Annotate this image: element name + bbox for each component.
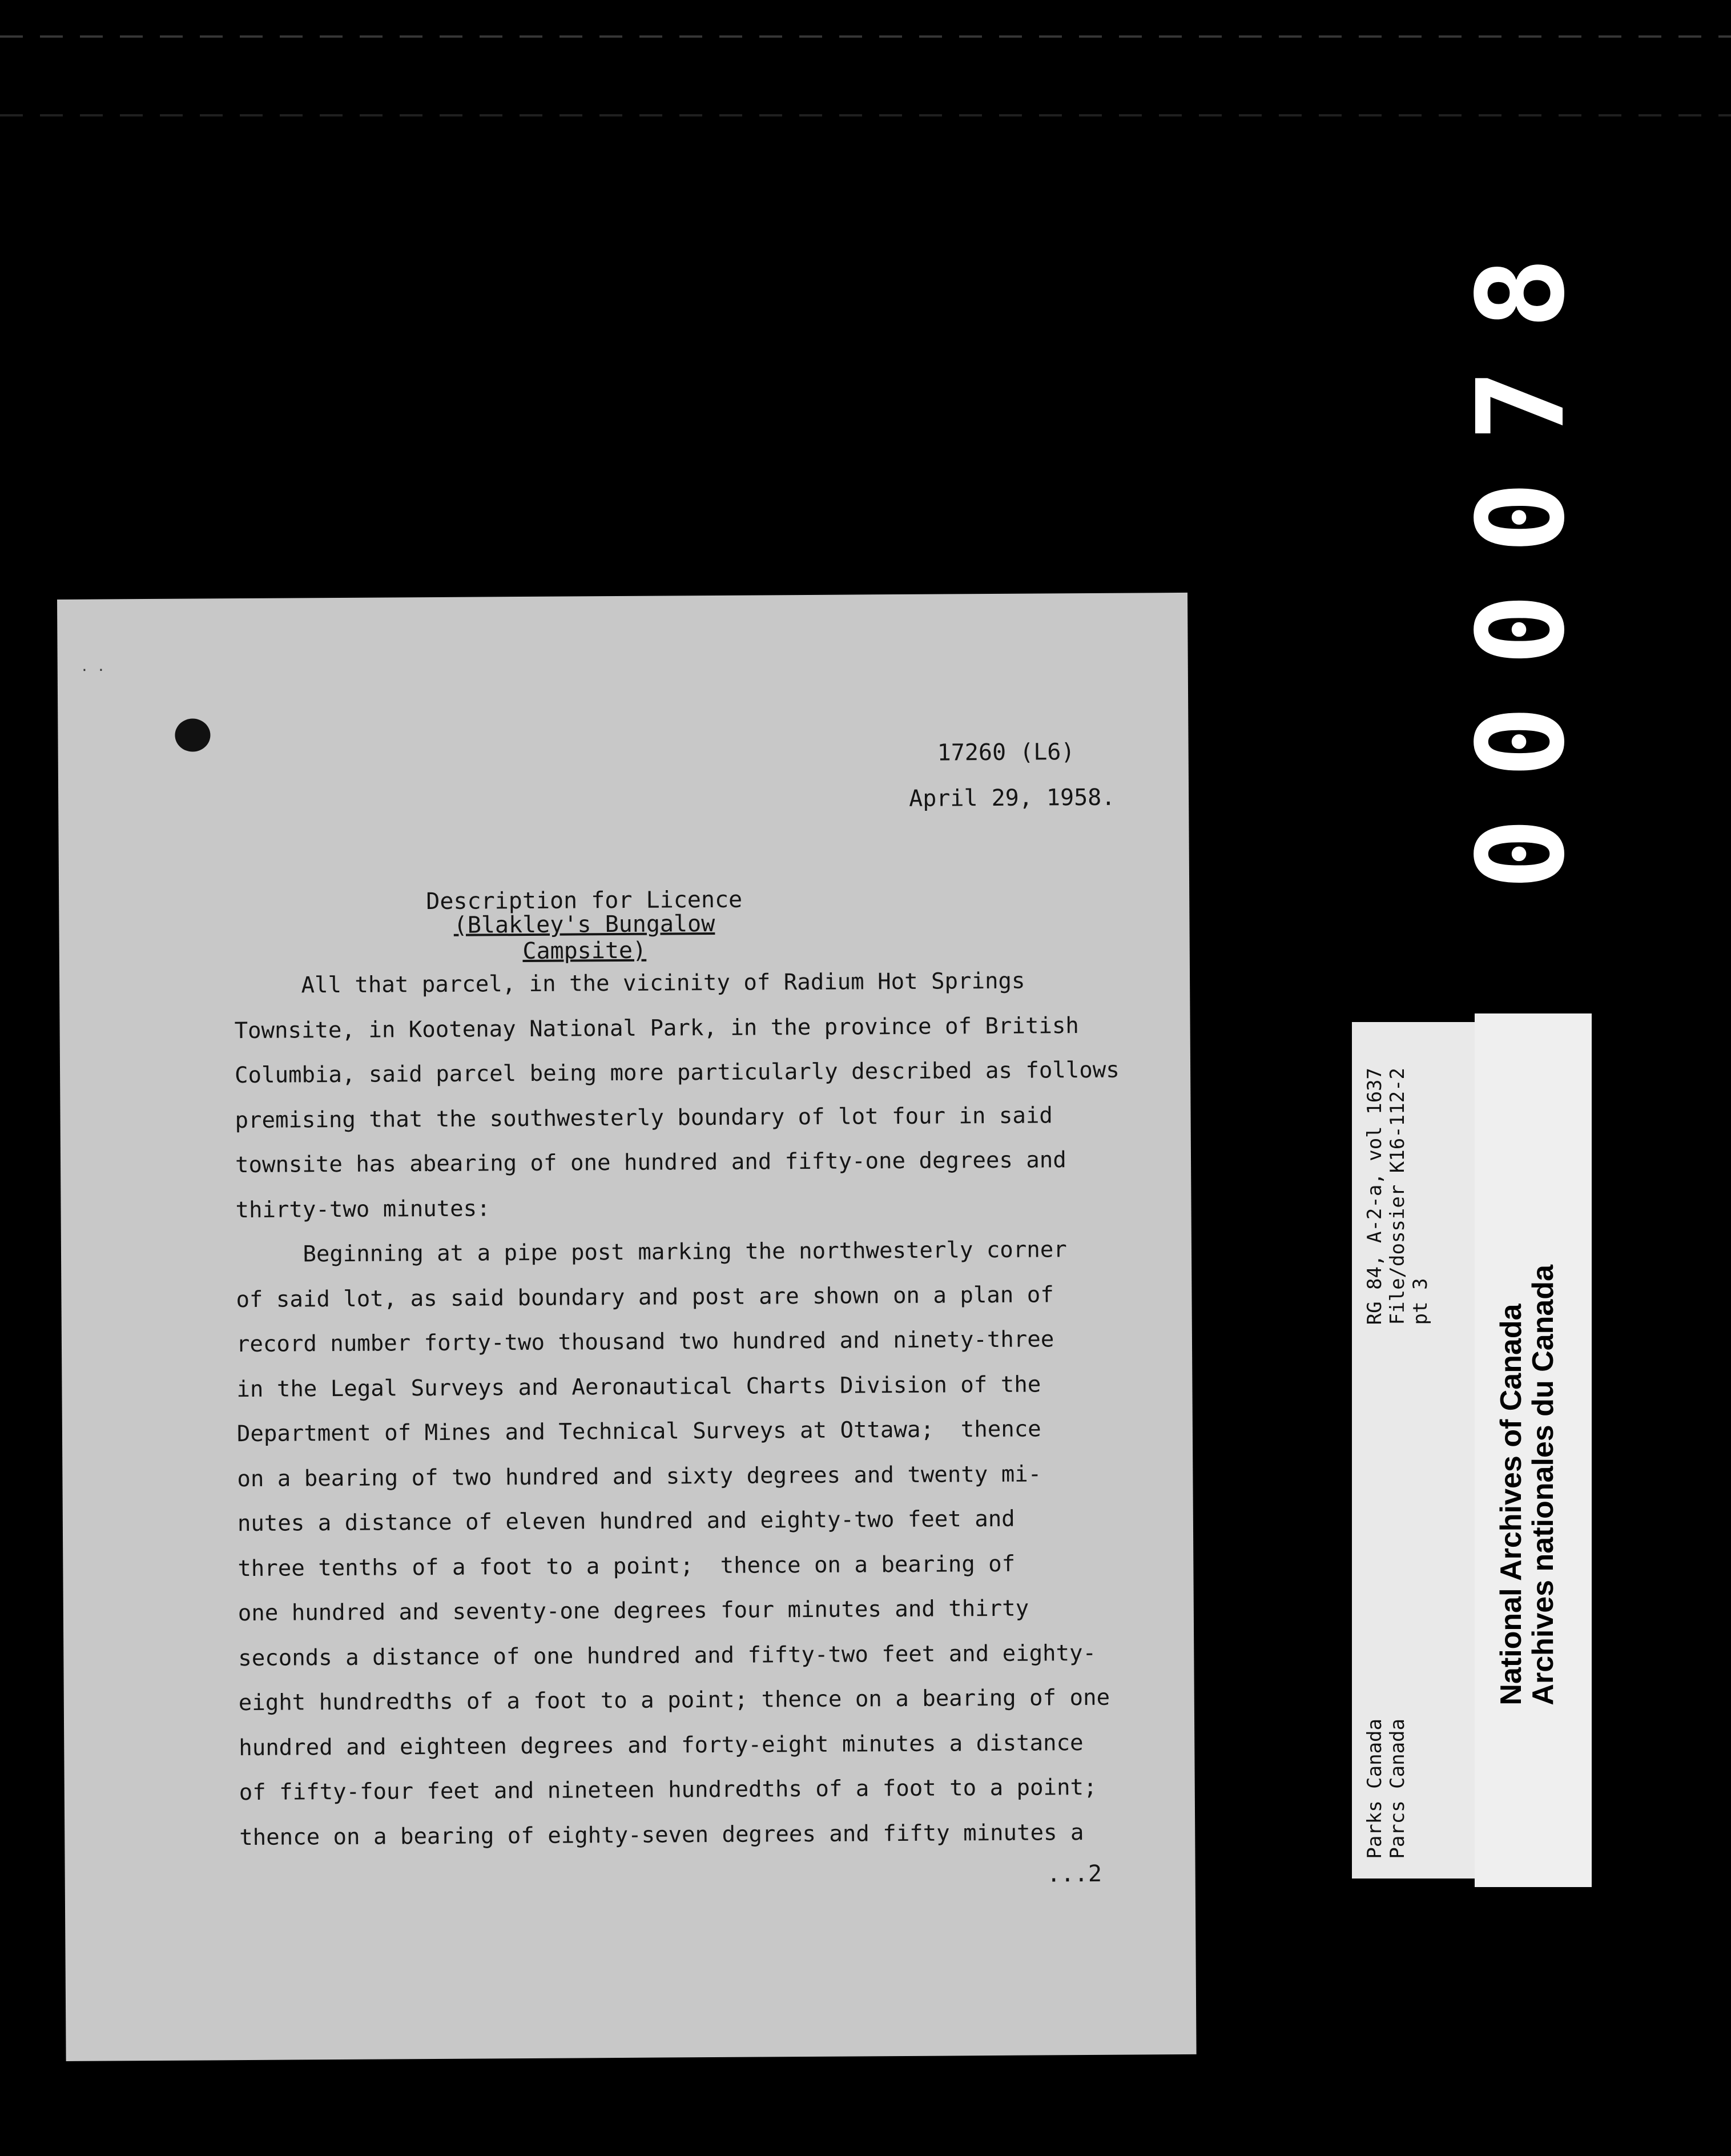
ink-blot	[175, 718, 210, 751]
archive-line: National Archives of Canada	[1495, 1304, 1528, 1706]
page-continuation: ...2	[1046, 1860, 1102, 1888]
agency-name-text	[1363, 1719, 1409, 1859]
body-line: of fifty-four feet and nineteen hundredths of a foot to a point;	[239, 1774, 1097, 1806]
body-line: eight hundredths of a foot to a point; thence on a bearing of one	[238, 1684, 1110, 1716]
body-line: Beginning at a pipe post marking the northwesterly corner	[235, 1237, 1067, 1268]
body-line: of said lot, as said boundary and post are shown on a plan of	[236, 1281, 1054, 1313]
body-line: Townsite, in Kootenay National Park, in the province of British	[234, 1012, 1079, 1044]
body-line: one hundred and seventy-one degrees four minutes and thirty	[237, 1595, 1029, 1627]
archive-reference-label	[1352, 1022, 1480, 1879]
reference-line: pt 3	[1409, 1278, 1432, 1325]
body-line: record number forty-two thousand two hundred and ninety-three	[236, 1326, 1054, 1358]
frame-number: 000078	[1451, 217, 1591, 890]
archive-line: Archives nationales du Canada	[1527, 1265, 1560, 1706]
archive-reference-text	[1363, 1068, 1432, 1325]
body-line: hundred and eighteen degrees and forty-eight minutes a distance	[239, 1729, 1084, 1761]
body-line: in the Legal Surveys and Aeronautical Charts Division of the	[236, 1371, 1041, 1402]
archive-institution-label	[1475, 1013, 1592, 1887]
document-title: Description for Licence	[426, 886, 743, 915]
film-edge-streak	[0, 114, 1731, 116]
document-sheet	[57, 593, 1197, 2061]
document-date: April 29, 1958.	[909, 784, 1116, 812]
body-line: premising that the southwesterly boundary of lot four in said	[235, 1102, 1053, 1133]
archive-institution-name	[1495, 1265, 1559, 1706]
body-line: on a bearing of two hundred and sixty degrees and twenty mi-	[237, 1461, 1042, 1492]
agency-line: Parks Canada	[1363, 1719, 1386, 1859]
body-line: nutes a distance of eleven hundred and eighty-two feet and	[237, 1506, 1015, 1537]
body-line: thirty-two minutes:	[235, 1195, 490, 1223]
body-line: All that parcel, in the vicinity of Radium Hot Springs	[234, 968, 1025, 999]
scuff-mark: · ·	[80, 662, 106, 678]
reference-line: File/dossier K16-112-2	[1386, 1068, 1409, 1325]
body-line: seconds a distance of one hundred and fifty-two feet and eighty-	[238, 1640, 1097, 1671]
reference-line: RG 84, A-2-a, vol 1637	[1363, 1068, 1386, 1325]
agency-line: Parcs Canada	[1386, 1719, 1409, 1859]
document-subtitle: (Blakley's Bungalow Campsite)	[453, 910, 715, 965]
body-line: Columbia, said parcel being more particularly described as follows	[234, 1057, 1120, 1089]
body-line: Department of Mines and Technical Surveys at Ottawa; thence	[236, 1416, 1041, 1447]
body-line: three tenths of a foot to a point; thence on a bearing of	[237, 1551, 1016, 1582]
document-body	[234, 958, 1153, 1860]
body-line: townsite has abearing of one hundred and fifty-one degrees and	[235, 1147, 1066, 1178]
file-reference: 17260 (L6)	[937, 739, 1075, 766]
film-edge-streak	[0, 35, 1731, 38]
body-line: thence on a bearing of eighty-seven degrees and fifty minutes a	[239, 1819, 1084, 1851]
